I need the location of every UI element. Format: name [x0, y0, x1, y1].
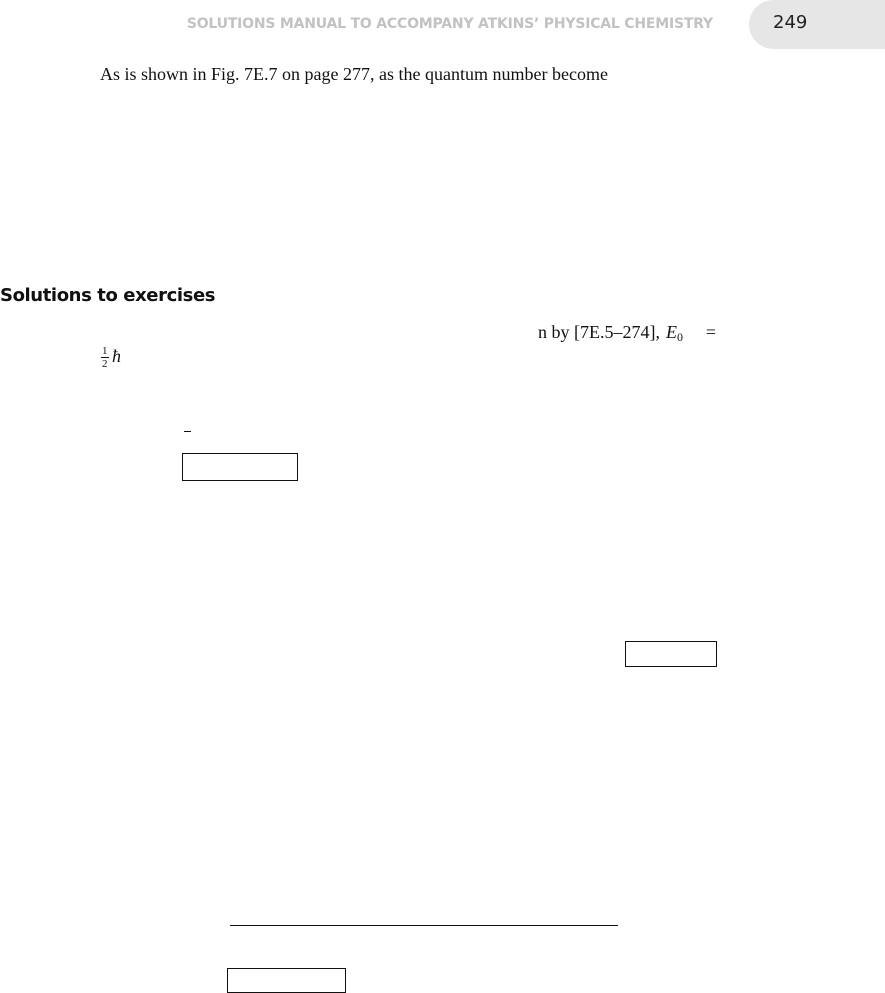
fraction-rule [230, 925, 618, 926]
answer-box [182, 453, 298, 481]
energy-symbol-letter: E [665, 322, 677, 342]
equation-reference: n by [7E.5–274], [538, 322, 660, 342]
half-fraction [101, 345, 109, 370]
equals-sign: = [705, 322, 716, 342]
fraction-numerator: 1 [102, 345, 108, 357]
answer-box [227, 968, 346, 993]
short-dash [184, 431, 191, 432]
hbar-symbol: ħ [112, 346, 121, 366]
energy-subscript: 0 [676, 330, 683, 344]
body-paragraph: As is shown in Fig. 7E.7 on page 277, as the quantum number become [100, 64, 608, 84]
equation-reference-line [538, 322, 716, 345]
page-number: 249 [773, 12, 808, 33]
running-head: SOLUTIONS MANUAL TO ACCOMPANY ATKINS’ PHYSICAL CHEMISTRY [186, 16, 713, 32]
fraction-denominator: 2 [102, 358, 108, 370]
answer-box [625, 641, 717, 667]
section-heading: Solutions to exercises [0, 285, 216, 306]
page-number-tab [749, 0, 885, 49]
energy-symbol [666, 322, 683, 345]
